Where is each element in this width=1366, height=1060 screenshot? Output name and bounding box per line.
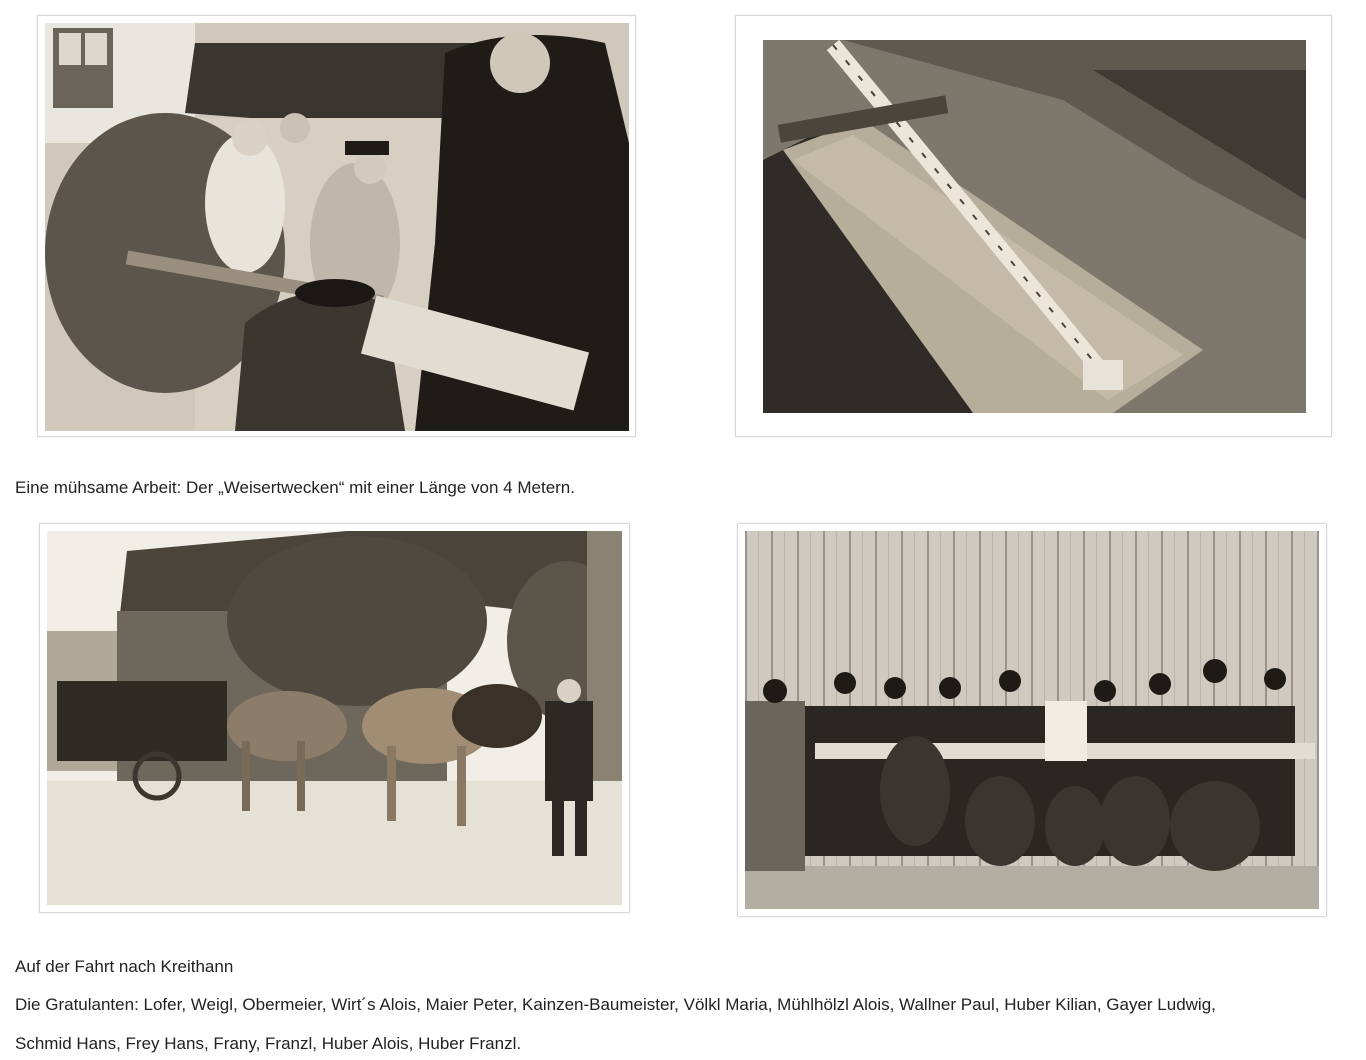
photo-decorated-pole-on-canvas[interactable]	[763, 40, 1306, 413]
photo-horse-cart-procession-image	[47, 531, 622, 905]
photo-decorated-pole-on-canvas-image	[763, 40, 1306, 413]
photo-frame-3[interactable]	[39, 523, 630, 913]
caption-gratulanten-line-2: Schmid Hans, Frey Hans, Frany, Franzl, Huber Alois, Huber Franzl.	[15, 1034, 522, 1053]
photo-horse-cart-procession[interactable]	[47, 531, 622, 905]
caption-weisertwecken: Eine mühsame Arbeit: Der „Weisertwecken“ mit einer Länge von 4 Metern.	[15, 478, 575, 497]
photo-frame-2[interactable]	[735, 15, 1332, 437]
caption-gratulanten-line-1: Die Gratulanten: Lofer, Weigl, Obermeier, Wirt´s Alois, Maier Peter, Kainzen-Baumeister, Völkl Maria, Mühlhölzl Alois, Wallner Paul, Huber Kilian, Gayer Ludwig,	[15, 995, 1216, 1014]
photo-men-carrying-pole[interactable]	[45, 23, 629, 431]
photo-men-carrying-pole-image	[45, 23, 629, 431]
photo-group-portrait-gratulanten-image	[745, 531, 1319, 909]
caption-fahrt-kreithann: Auf der Fahrt nach Kreithann	[15, 957, 234, 976]
photo-frame-1[interactable]	[37, 15, 636, 437]
photo-group-portrait-gratulanten[interactable]	[745, 531, 1319, 909]
photo-frame-4[interactable]	[737, 523, 1327, 917]
